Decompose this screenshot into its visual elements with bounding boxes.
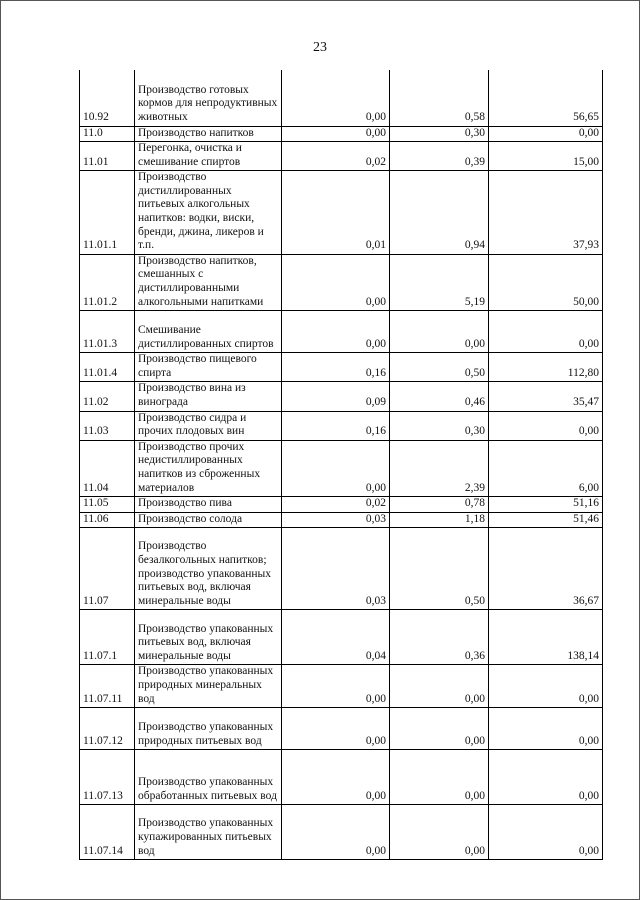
row-value-2: 0,50 — [390, 528, 489, 610]
row-value-3: 0,00 — [489, 411, 603, 440]
row-value-3: 36,67 — [489, 528, 603, 610]
table-row — [80, 750, 603, 805]
row-value-1: 0,00 — [282, 750, 390, 805]
row-name: Производство пива — [135, 497, 282, 513]
row-value-2: 0,00 — [390, 708, 489, 750]
table-row — [80, 126, 603, 142]
row-name: Производство напитков, смешанных с дистиллированными алкогольными напитками — [135, 254, 282, 310]
row-code: 11.01.4 — [80, 353, 135, 382]
page-number: 23 — [313, 40, 327, 55]
row-name: Производство упакованных природных питьевых вод — [135, 708, 282, 750]
row-code: 11.01.2 — [80, 254, 135, 310]
row-name: Производство сидра и прочих плодовых вин — [135, 411, 282, 440]
table-row — [80, 708, 603, 750]
row-value-2: 0,50 — [390, 353, 489, 382]
data-table — [79, 70, 603, 860]
row-code: 11.02 — [80, 382, 135, 411]
row-value-3: 37,93 — [489, 171, 603, 255]
row-value-2: 0,00 — [390, 805, 489, 860]
row-value-2: 0,36 — [390, 610, 489, 665]
row-name: Производство безалкогольных напитков; производство упакованных питьевых вод, включая минеральные воды — [135, 528, 282, 610]
row-code: 11.0 — [80, 126, 135, 142]
row-name: Производство дистиллированных питьевых алкогольных напитков: водки, виски, бренди, джина, ликеров и т.п. — [135, 171, 282, 255]
row-value-1: 0,03 — [282, 528, 390, 610]
table-row — [80, 382, 603, 411]
table-row — [80, 665, 603, 708]
row-value-1: 0,04 — [282, 610, 390, 665]
table-row — [80, 805, 603, 860]
row-name: Производство пищевого спирта — [135, 353, 282, 382]
table-row — [80, 311, 603, 353]
row-code: 11.04 — [80, 440, 135, 496]
table-row — [80, 512, 603, 528]
row-value-3: 15,00 — [489, 142, 603, 171]
row-value-1: 0,00 — [282, 254, 390, 310]
row-name: Производство прочих недистиллированных напитков из сброженных материалов — [135, 440, 282, 496]
row-value-3: 56,65 — [489, 70, 603, 126]
row-code: 11.01 — [80, 142, 135, 171]
row-value-1: 0,00 — [282, 805, 390, 860]
row-name: Смешивание дистиллированных спиртов — [135, 311, 282, 353]
row-name: Перегонка, очистка и смешивание спиртов — [135, 142, 282, 171]
row-value-2: 2,39 — [390, 440, 489, 496]
row-value-2: 0,30 — [390, 126, 489, 142]
row-value-1: 0,02 — [282, 497, 390, 513]
row-value-1: 0,16 — [282, 353, 390, 382]
table-row — [80, 528, 603, 610]
table-row — [80, 254, 603, 310]
table-row — [80, 411, 603, 440]
table-row — [80, 610, 603, 665]
row-name: Производство солода — [135, 512, 282, 528]
row-code: 11.01.1 — [80, 171, 135, 255]
row-value-3: 51,46 — [489, 512, 603, 528]
row-name: Производство напитков — [135, 126, 282, 142]
row-value-2: 0,46 — [390, 382, 489, 411]
row-code: 11.07 — [80, 528, 135, 610]
row-value-1: 0,01 — [282, 171, 390, 255]
row-value-2: 0,39 — [390, 142, 489, 171]
row-value-3: 0,00 — [489, 311, 603, 353]
row-code: 11.07.12 — [80, 708, 135, 750]
row-value-1: 0,00 — [282, 708, 390, 750]
row-name: Производство упакованных природных минеральных вод — [135, 665, 282, 708]
row-value-3: 51,16 — [489, 497, 603, 513]
row-value-1: 0,00 — [282, 665, 390, 708]
row-code: 11.07.11 — [80, 665, 135, 708]
row-value-3: 112,80 — [489, 353, 603, 382]
row-value-3: 0,00 — [489, 708, 603, 750]
row-value-2: 0,94 — [390, 171, 489, 255]
row-value-1: 0,02 — [282, 142, 390, 171]
row-value-1: 0,00 — [282, 440, 390, 496]
row-value-2: 0,58 — [390, 70, 489, 126]
row-value-1: 0,00 — [282, 70, 390, 126]
table-row — [80, 440, 603, 496]
row-code: 10.92 — [80, 70, 135, 126]
table-row — [80, 353, 603, 382]
row-code: 11.01.3 — [80, 311, 135, 353]
row-code: 11.05 — [80, 497, 135, 513]
row-value-3: 0,00 — [489, 750, 603, 805]
row-value-3: 0,00 — [489, 126, 603, 142]
row-code: 11.06 — [80, 512, 135, 528]
row-value-1: 0,03 — [282, 512, 390, 528]
table-row — [80, 70, 603, 126]
row-value-1: 0,09 — [282, 382, 390, 411]
row-value-2: 0,00 — [390, 750, 489, 805]
row-value-2: 0,00 — [390, 311, 489, 353]
row-name: Производство вина из винограда — [135, 382, 282, 411]
row-value-2: 5,19 — [390, 254, 489, 310]
row-value-2: 0,30 — [390, 411, 489, 440]
row-name: Производство упакованных купажированных питьевых вод — [135, 805, 282, 860]
row-value-1: 0,00 — [282, 126, 390, 142]
row-code: 11.07.13 — [80, 750, 135, 805]
row-value-3: 6,00 — [489, 440, 603, 496]
row-value-2: 1,18 — [390, 512, 489, 528]
row-value-3: 138,14 — [489, 610, 603, 665]
row-value-2: 0,00 — [390, 665, 489, 708]
row-value-3: 0,00 — [489, 805, 603, 860]
row-value-3: 50,00 — [489, 254, 603, 310]
row-value-1: 0,00 — [282, 311, 390, 353]
row-value-1: 0,16 — [282, 411, 390, 440]
row-name: Производство упакованных обработанных питьевых вод — [135, 750, 282, 805]
row-name: Производство готовых кормов для непродуктивных животных — [135, 70, 282, 126]
row-value-3: 0,00 — [489, 665, 603, 708]
table-row — [80, 171, 603, 255]
row-code: 11.03 — [80, 411, 135, 440]
row-code: 11.07.1 — [80, 610, 135, 665]
row-value-2: 0,78 — [390, 497, 489, 513]
row-code: 11.07.14 — [80, 805, 135, 860]
table-row — [80, 497, 603, 513]
row-value-3: 35,47 — [489, 382, 603, 411]
table-row — [80, 142, 603, 171]
row-name: Производство упакованных питьевых вод, включая минеральные воды — [135, 610, 282, 665]
